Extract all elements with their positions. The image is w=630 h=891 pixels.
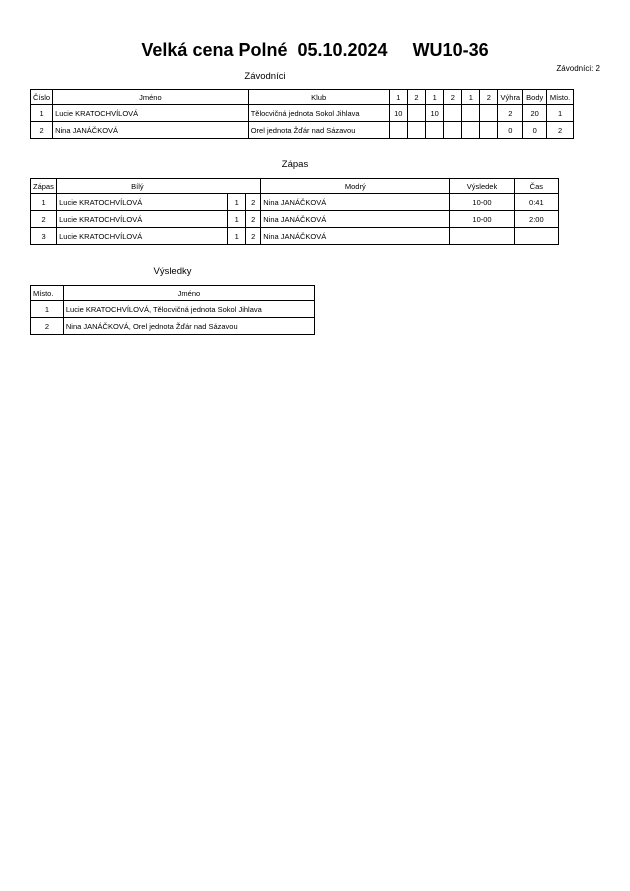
cell-round-1: 10 (389, 105, 407, 122)
cell-number: 2 (31, 122, 53, 139)
competitors-count: Závodníci: 2 (556, 64, 600, 73)
table-row (31, 194, 559, 211)
cell-blue: Nina JANÁČKOVÁ (261, 194, 450, 211)
cell-round-2 (408, 122, 426, 139)
col-round-6: 2 (480, 90, 498, 105)
col-round-2: 2 (408, 90, 426, 105)
cell-place: 2 (547, 122, 574, 139)
results-header-row (31, 286, 315, 301)
col-round-4: 2 (444, 90, 462, 105)
cell-white: Lucie KRATOCHVÍLOVÁ (57, 194, 228, 211)
col-round-3: 1 (425, 90, 443, 105)
col-time: Čas (514, 179, 558, 194)
cell-result: 10-00 (450, 211, 514, 228)
cell-wins: 2 (498, 105, 523, 122)
cell-white-side: 1 (228, 228, 246, 245)
col-white: Bílý (57, 179, 261, 194)
col-number: Číslo (31, 90, 53, 105)
cell-match: 2 (31, 211, 57, 228)
cell-points: 0 (523, 122, 547, 139)
matches-header-row (31, 179, 559, 194)
cell-round-4 (444, 122, 462, 139)
table-row (31, 228, 559, 245)
cell-blue: Nina JANÁČKOVÁ (261, 228, 450, 245)
matches-section-title: Zápas (281, 159, 309, 170)
cell-name: Lucie KRATOCHVÍLOVÁ, Tělocvičná jednota Sokol Jihlava (63, 301, 314, 318)
cell-round-5 (462, 105, 480, 122)
col-name: Jméno (53, 90, 249, 105)
cell-place: 2 (31, 318, 64, 335)
competitors-section-title: Závodníci (244, 71, 286, 82)
table-row (31, 122, 574, 139)
cell-wins: 0 (498, 122, 523, 139)
cell-place: 1 (547, 105, 574, 122)
cell-match: 1 (31, 194, 57, 211)
col-round-5: 1 (462, 90, 480, 105)
cell-round-6 (480, 105, 498, 122)
cell-time: 2:00 (514, 211, 558, 228)
col-points: Body (523, 90, 547, 105)
cell-time (514, 228, 558, 245)
cell-club: Tělocvičná jednota Sokol Jihlava (248, 105, 389, 122)
cell-round-3 (425, 122, 443, 139)
cell-blue-side: 2 (246, 228, 261, 245)
cell-round-1 (389, 122, 407, 139)
table-row (31, 301, 315, 318)
col-round-1: 1 (389, 90, 407, 105)
col-match: Zápas (31, 179, 57, 194)
cell-points: 20 (523, 105, 547, 122)
cell-round-5 (462, 122, 480, 139)
cell-blue-side: 2 (246, 194, 261, 211)
cell-name: Nina JANÁČKOVÁ (53, 122, 249, 139)
col-place: Místo. (31, 286, 64, 301)
competitors-table (30, 89, 574, 139)
cell-result: 10-00 (450, 194, 514, 211)
title-text: Velká cena Polné 05.10.2024 WU10-36 (141, 40, 489, 60)
cell-round-2 (408, 105, 426, 122)
results-table (30, 285, 315, 335)
cell-name: Lucie KRATOCHVÍLOVÁ (53, 105, 249, 122)
col-wins: Výhra (498, 90, 523, 105)
cell-round-3: 10 (425, 105, 443, 122)
cell-match: 3 (31, 228, 57, 245)
table-row (31, 211, 559, 228)
competitors-header-row (31, 90, 574, 105)
cell-white-side: 1 (228, 211, 246, 228)
table-row (31, 105, 574, 122)
cell-name: Nina JANÁČKOVÁ, Orel jednota Žďár nad Sázavou (63, 318, 314, 335)
cell-blue: Nina JANÁČKOVÁ (261, 211, 450, 228)
cell-club: Orel jednota Žďár nad Sázavou (248, 122, 389, 139)
results-section-title: Výsledky (153, 266, 192, 277)
cell-round-6 (480, 122, 498, 139)
cell-result (450, 228, 514, 245)
cell-round-4 (444, 105, 462, 122)
col-name: Jméno (63, 286, 314, 301)
cell-number: 1 (31, 105, 53, 122)
page-title (0, 40, 630, 61)
table-row (31, 318, 315, 335)
col-place: Místo. (547, 90, 574, 105)
cell-place: 1 (31, 301, 64, 318)
matches-table (30, 178, 559, 245)
cell-white: Lucie KRATOCHVÍLOVÁ (57, 211, 228, 228)
cell-white-side: 1 (228, 194, 246, 211)
col-result: Výsledek (450, 179, 514, 194)
cell-time: 0:41 (514, 194, 558, 211)
col-club: Klub (248, 90, 389, 105)
cell-blue-side: 2 (246, 211, 261, 228)
col-blue: Modrý (261, 179, 450, 194)
cell-white: Lucie KRATOCHVÍLOVÁ (57, 228, 228, 245)
